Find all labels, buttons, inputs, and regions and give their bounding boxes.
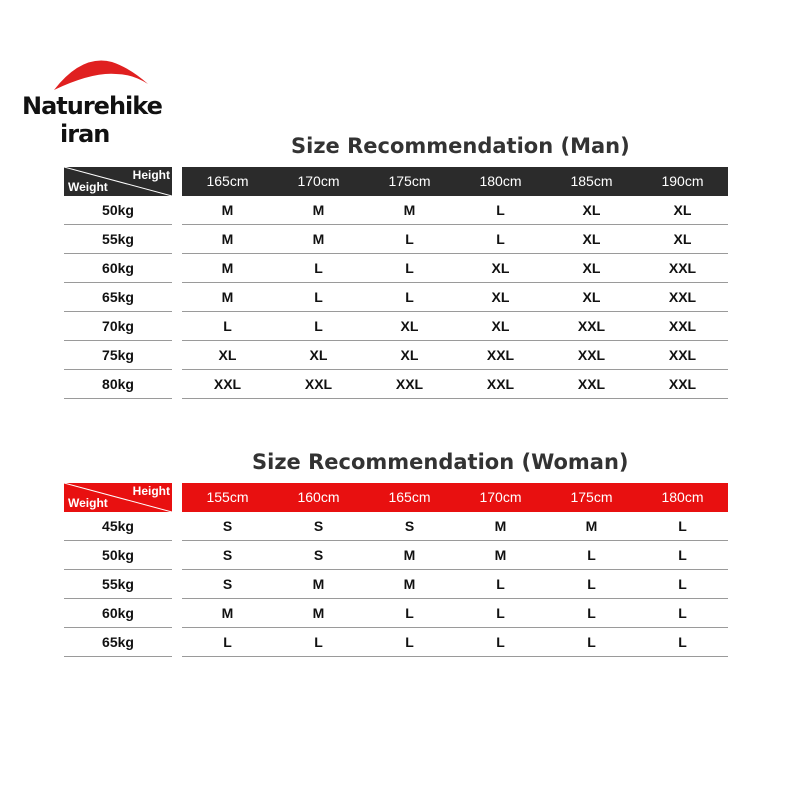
size-cell: L — [314, 318, 323, 334]
size-cell: XL — [218, 347, 237, 363]
size-cell: L — [314, 260, 323, 276]
size-cell: XL — [491, 260, 510, 276]
size-cell: XXL — [668, 318, 697, 334]
woman-height-header — [182, 483, 728, 512]
size-cell: XXL — [395, 376, 424, 392]
woman-corner-header — [64, 483, 172, 512]
size-cell: XL — [400, 347, 419, 363]
size-cell: L — [587, 634, 596, 650]
table-row — [64, 312, 728, 341]
size-cell: L — [496, 576, 505, 592]
size-cell: L — [405, 231, 414, 247]
woman-size-rows — [64, 512, 728, 657]
size-cell: XXL — [304, 376, 333, 392]
table-row — [64, 254, 728, 283]
size-cell: L — [314, 289, 323, 305]
size-cell: L — [496, 231, 505, 247]
size-cell: L — [496, 634, 505, 650]
size-cell: M — [403, 202, 416, 218]
size-cell: M — [221, 260, 234, 276]
height-column-header: 165cm — [388, 489, 431, 505]
size-cell: L — [314, 634, 323, 650]
size-cell: XXL — [668, 260, 697, 276]
size-cell: XXL — [486, 376, 515, 392]
mountain-arc-icon — [52, 52, 152, 92]
height-column-header: 185cm — [570, 173, 613, 189]
size-cell: XXL — [577, 347, 606, 363]
size-cell: L — [223, 634, 232, 650]
height-column-header: 180cm — [479, 173, 522, 189]
weight-cell: 65kg — [64, 283, 172, 312]
size-cell: M — [312, 202, 325, 218]
size-cell: XL — [309, 347, 328, 363]
weight-cell: 60kg — [64, 599, 172, 628]
height-column-header: 175cm — [570, 489, 613, 505]
man-table-title: Size Recommendation (Man) — [291, 134, 630, 158]
size-cell: XL — [582, 202, 601, 218]
size-cell: XXL — [577, 318, 606, 334]
size-cell: XXL — [668, 347, 697, 363]
weight-cell: 55kg — [64, 225, 172, 254]
table-row — [64, 225, 728, 254]
size-cell: XL — [582, 231, 601, 247]
size-cell: S — [222, 576, 233, 592]
logo-brand-text: Naturehike — [22, 92, 162, 120]
corner-weight-label: Weight — [68, 496, 108, 510]
size-cell: XL — [491, 289, 510, 305]
man-height-header — [182, 167, 728, 196]
size-cell: S — [313, 518, 324, 534]
height-column-header: 160cm — [297, 489, 340, 505]
size-cell: L — [405, 289, 414, 305]
weight-cell: 80kg — [64, 370, 172, 399]
size-cell: M — [221, 202, 234, 218]
size-cell: XXL — [577, 376, 606, 392]
size-cell: XL — [673, 231, 692, 247]
size-cell: S — [404, 518, 415, 534]
weight-cell: 75kg — [64, 341, 172, 370]
table-row — [64, 370, 728, 399]
size-cell: L — [496, 202, 505, 218]
height-column-header: 170cm — [297, 173, 340, 189]
size-cell: XL — [491, 318, 510, 334]
size-cell: XL — [582, 289, 601, 305]
size-cell: S — [222, 518, 233, 534]
weight-cell: 50kg — [64, 196, 172, 225]
size-cell: L — [678, 605, 687, 621]
table-row — [64, 599, 728, 628]
size-cell: L — [223, 318, 232, 334]
table-row — [64, 541, 728, 570]
size-cell: M — [221, 605, 234, 621]
man-size-rows — [64, 196, 728, 399]
size-cell: M — [494, 518, 507, 534]
size-cell: XXL — [486, 347, 515, 363]
size-cell: L — [678, 518, 687, 534]
size-cell: L — [496, 605, 505, 621]
size-cell: M — [312, 605, 325, 621]
size-cell: M — [221, 231, 234, 247]
size-cell: M — [585, 518, 598, 534]
size-cell: XL — [400, 318, 419, 334]
table-row — [64, 283, 728, 312]
size-cell: L — [678, 576, 687, 592]
size-cell: L — [678, 634, 687, 650]
logo-sub-text: iran — [60, 120, 110, 148]
height-column-header: 170cm — [479, 489, 522, 505]
size-cell: L — [405, 260, 414, 276]
weight-cell: 50kg — [64, 541, 172, 570]
size-cell: L — [405, 634, 414, 650]
size-cell: XXL — [668, 376, 697, 392]
size-cell: XXL — [213, 376, 242, 392]
table-row — [64, 341, 728, 370]
size-cell: S — [222, 547, 233, 563]
corner-weight-label: Weight — [68, 180, 108, 194]
height-column-header: 155cm — [206, 489, 249, 505]
size-cell: M — [403, 547, 416, 563]
woman-table-title: Size Recommendation (Woman) — [252, 450, 629, 474]
corner-height-label: Height — [132, 484, 170, 498]
size-cell: M — [403, 576, 416, 592]
table-row — [64, 628, 728, 657]
man-corner-header — [64, 167, 172, 196]
size-cell: XL — [582, 260, 601, 276]
height-column-header: 175cm — [388, 173, 431, 189]
brand-logo — [22, 52, 172, 152]
weight-cell: 70kg — [64, 312, 172, 341]
size-cell: M — [494, 547, 507, 563]
size-cell: XL — [673, 202, 692, 218]
table-row — [64, 196, 728, 225]
weight-cell: 45kg — [64, 512, 172, 541]
size-cell: S — [313, 547, 324, 563]
size-cell: L — [678, 547, 687, 563]
weight-cell: 65kg — [64, 628, 172, 657]
table-row — [64, 512, 728, 541]
size-cell: XXL — [668, 289, 697, 305]
size-cell: M — [312, 576, 325, 592]
height-column-header: 180cm — [661, 489, 704, 505]
corner-height-label: Height — [132, 168, 170, 182]
size-cell: L — [587, 547, 596, 563]
size-cell: L — [587, 605, 596, 621]
size-cell: L — [587, 576, 596, 592]
size-cell: M — [221, 289, 234, 305]
height-column-header: 165cm — [206, 173, 249, 189]
weight-cell: 60kg — [64, 254, 172, 283]
size-cell: M — [312, 231, 325, 247]
weight-cell: 55kg — [64, 570, 172, 599]
size-cell: L — [405, 605, 414, 621]
height-column-header: 190cm — [661, 173, 704, 189]
table-row — [64, 570, 728, 599]
